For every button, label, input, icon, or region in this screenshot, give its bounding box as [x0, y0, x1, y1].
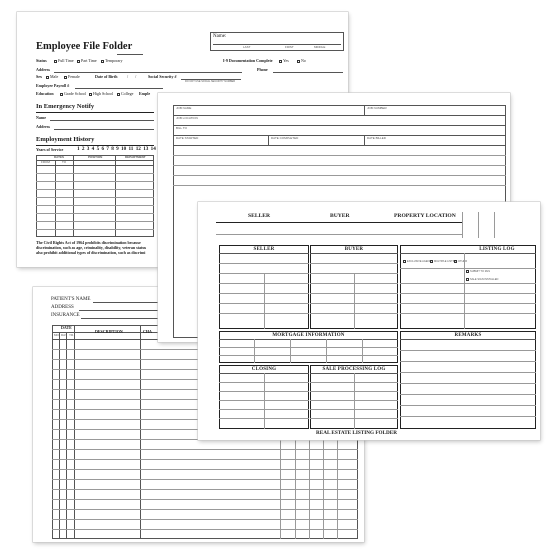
checkbox[interactable]	[117, 93, 120, 96]
closing-heading: CLOSING	[251, 367, 277, 372]
year-11[interactable]: 11	[128, 146, 134, 152]
listing-submit-mls[interactable]: SUBMIT TO MLS	[466, 270, 490, 274]
job-name-label: JOB NAME	[176, 106, 192, 110]
checkbox[interactable]	[297, 60, 300, 63]
phone-label: Phone	[257, 67, 268, 72]
i9-no[interactable]: No	[297, 59, 306, 63]
education-label: Education	[36, 91, 54, 96]
history-heading: Employment History	[36, 136, 95, 143]
listing-multiple[interactable]: MULTIPLE LISTING	[430, 260, 457, 264]
tab-seller: SELLER	[248, 213, 271, 219]
status-full-time[interactable]: Full Time	[54, 59, 74, 63]
checkbox[interactable]	[403, 260, 406, 263]
year-13[interactable]: 13	[143, 146, 149, 152]
checkbox[interactable]	[64, 76, 67, 79]
address-label: ADDRESS	[51, 305, 74, 310]
remarks-section	[400, 331, 536, 429]
status-temporary[interactable]: Temporary	[101, 59, 123, 63]
listing-sale-sign[interactable]: SALE SIGN INSTALLED	[466, 278, 498, 282]
sex-male[interactable]: Male	[46, 75, 58, 79]
checkbox[interactable]	[430, 260, 433, 263]
date-sub-day: DAY	[61, 333, 67, 337]
emergency-name-label: Name	[36, 115, 46, 120]
checkbox[interactable]	[454, 260, 457, 263]
history-table	[36, 155, 154, 237]
seller-heading: SELLER	[253, 247, 275, 252]
history-date-to: TO	[62, 160, 67, 164]
year-7[interactable]: 7	[106, 146, 109, 152]
tab-buyer: BUYER	[330, 213, 350, 219]
date-billed-label: DATE BILLED	[367, 136, 386, 140]
history-date-from: FROM	[41, 160, 50, 164]
ssn-note: DO NOT USE SOCIAL SECURITY NUMBER	[185, 80, 236, 83]
real-estate-footer-title: REAL ESTATE LISTING FOLDER	[316, 430, 397, 436]
i9-yes[interactable]: Yes	[279, 59, 289, 63]
bill-to-label: BILL TO	[176, 126, 187, 130]
year-6[interactable]: 6	[101, 146, 105, 152]
ssn-label: Social Security #	[148, 74, 177, 79]
education-grade-school[interactable]: Grade School	[60, 92, 86, 96]
year-10[interactable]: 10	[121, 146, 127, 152]
date-sub-yr: YR.	[69, 333, 75, 337]
patient-name-label: PATIENT'S NAME	[51, 297, 91, 302]
listing-other[interactable]: OTHER	[454, 260, 467, 264]
year-2[interactable]: 2	[81, 146, 85, 152]
date-sub-mo: MO.	[54, 333, 60, 337]
checkbox[interactable]	[77, 60, 80, 63]
education-trailing: Emple	[139, 91, 151, 96]
footer-line-3: also prohibit additional types of discrimination, such as discrimi	[36, 250, 146, 255]
year-5[interactable]: 5	[96, 146, 100, 152]
date-completed-label: DATE COMPLETED	[271, 136, 299, 140]
year-1[interactable]: 1	[77, 146, 80, 152]
job-number-label: JOB NUMBER	[367, 106, 387, 110]
checkbox[interactable]	[279, 60, 282, 63]
year-4[interactable]: 4	[91, 146, 95, 152]
year-3[interactable]: 3	[86, 146, 90, 152]
checkbox[interactable]	[54, 60, 57, 63]
name-sub-middle: MIDDLE	[314, 45, 326, 49]
job-location-label: JOB LOCATION	[176, 116, 198, 120]
year-12[interactable]: 12	[135, 146, 141, 152]
tab-property-location: PROPERTY LOCATION	[394, 213, 456, 219]
status-part-time[interactable]: Part Time	[77, 59, 97, 63]
year-14[interactable]: 14	[150, 146, 156, 152]
listing-log-section	[400, 245, 536, 329]
real-estate-listing-folder-form	[198, 202, 540, 440]
sex-female[interactable]: Female	[64, 75, 80, 79]
checkbox[interactable]	[101, 60, 104, 63]
footer-line-2: discrimination, such as age, criminality, disability, veteran status	[36, 245, 147, 250]
date-started-label: DATE STARTED	[176, 136, 199, 140]
status-label: Status	[36, 58, 47, 63]
sex-label: Sex	[36, 74, 42, 79]
i9-label: I-9 Documentation Complete	[223, 58, 273, 63]
sale-processing-log-heading: SALE PROCESSING LOG	[322, 367, 386, 372]
checkbox[interactable]	[89, 93, 92, 96]
dob-value[interactable]: / /	[127, 74, 140, 79]
checkbox[interactable]	[46, 76, 49, 79]
name-label: Name:	[213, 34, 227, 39]
payroll-label: Employee Payroll #	[36, 83, 70, 88]
years-of-service-list	[77, 147, 163, 152]
mortgage-heading: MORTGAGE INFORMATION	[272, 333, 345, 338]
year-8[interactable]: 8	[111, 146, 114, 152]
remarks-heading: REMARKS	[454, 333, 482, 338]
history-col-dates: DATES	[54, 155, 64, 159]
address-label: Address	[36, 67, 50, 72]
name-sub-last: LAST	[243, 45, 251, 49]
history-col-department: DEPARTMENT	[125, 155, 146, 159]
buyer-heading: BUYER	[344, 247, 364, 252]
footer-line-1: The Civil Rights Act of 1964 prohibits discrimination because	[36, 240, 141, 245]
checkbox[interactable]	[466, 278, 469, 281]
history-col-position: POSITION	[88, 155, 103, 159]
date-column-header: DATE	[61, 325, 72, 330]
years-of-service-label: Years of Service	[36, 147, 64, 152]
charge-column-header: CHA	[143, 329, 152, 334]
education-college[interactable]: College	[117, 92, 133, 96]
listing-exclusive-agency[interactable]: EXCLUSIVE AGENCY	[403, 260, 433, 264]
employee-form-title: Employee File Folder	[36, 41, 133, 52]
listing-log-heading: LISTING LOG	[479, 247, 515, 252]
emergency-heading: In Emergency Notify	[36, 103, 95, 110]
emergency-address-label: Address	[36, 124, 50, 129]
checkbox[interactable]	[60, 93, 63, 96]
education-high-school[interactable]: High School	[89, 92, 113, 96]
checkbox[interactable]	[466, 270, 469, 273]
name-sub-first: FIRST	[285, 45, 294, 49]
dob-label: Date of Birth	[95, 74, 118, 79]
description-column-header: DESCRIPTION	[95, 329, 123, 334]
year-9[interactable]: 9	[116, 146, 119, 152]
insurance-label: INSURANCE	[51, 313, 80, 318]
